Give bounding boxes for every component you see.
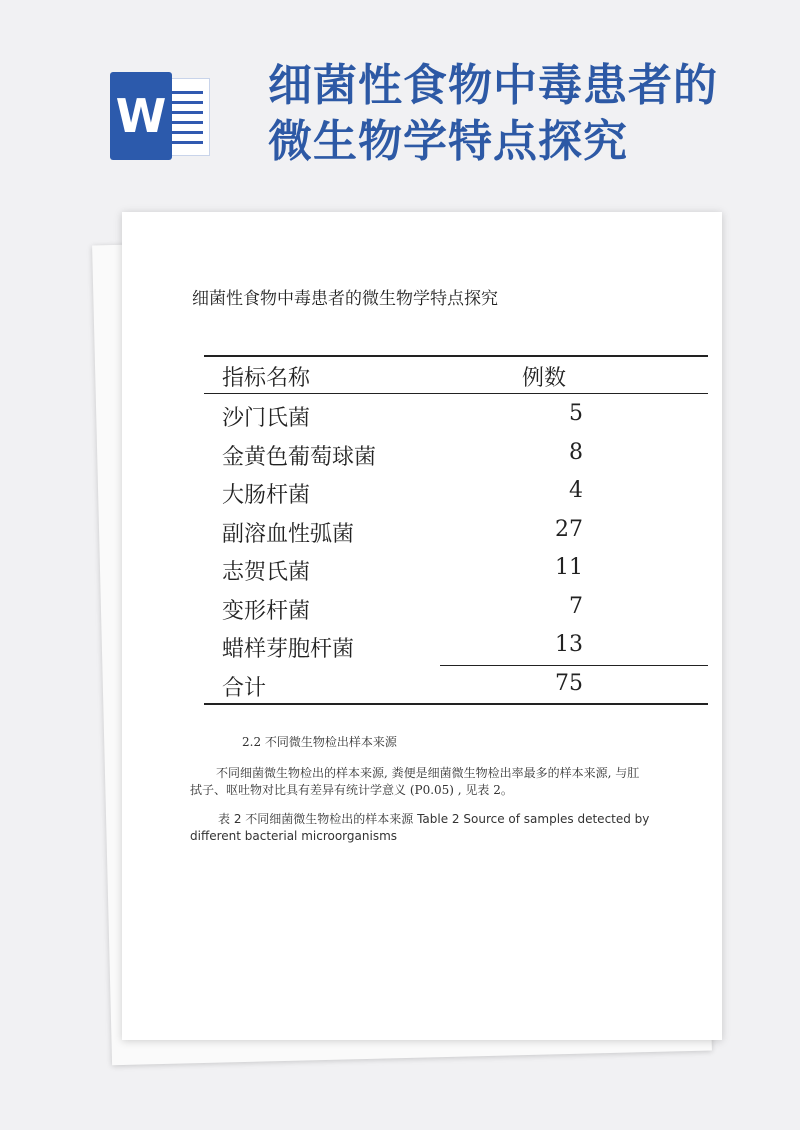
table-row-count: 5 (569, 401, 583, 426)
table-header-count: 例数 (521, 366, 566, 391)
banner-title-line1: 细菌性食物中毒患者的 (268, 60, 718, 111)
table-row-name: 大肠杆菌 (222, 483, 311, 508)
table-rule-total (440, 665, 708, 666)
section-heading: 2.2 不同微生物检出样本来源 (242, 735, 397, 749)
table-total-count: 75 (555, 670, 583, 696)
banner-title-line2: 微生物学特点探究 (268, 116, 628, 167)
table-row-name: 蜡样芽胞杆菌 (222, 637, 355, 662)
table-row-name: 志贺氏菌 (222, 560, 311, 585)
table-row-count: 8 (569, 439, 583, 465)
table-caption: 表 2 不同细菌微生物检出的样本来源 Table 2 Source of samples detected by different bacterial microorganisms (190, 812, 650, 843)
banner (0, 0, 800, 200)
table-row-count: 27 (555, 516, 583, 542)
word-icon-badge: W (110, 72, 172, 160)
table-row-count: 4 (569, 478, 583, 503)
table-rule-top (204, 355, 708, 357)
table-row-name: 副溶血性弧菌 (222, 521, 355, 547)
document-page (122, 212, 722, 1040)
word-document-icon (110, 72, 212, 160)
banner-title (268, 58, 738, 170)
document-title: 细菌性食物中毒患者的微生物学特点探究 (192, 289, 498, 309)
body-paragraph: 不同细菌微生物检出的样本来源, 粪便是细菌微生物检出率最多的样本来源, 与肛拭子、呕吐物对比具有差异有统计学意义 (P0.05) , 见表 2。 (190, 766, 640, 797)
table-row-name: 变形杆菌 (222, 598, 311, 624)
table-header-name: 指标名称 (222, 366, 311, 391)
table-row-name: 沙门氏菌 (222, 406, 311, 431)
table-total-name: 合计 (222, 675, 267, 701)
table-rule-header (204, 393, 708, 394)
table-row-count: 11 (555, 555, 583, 580)
table-row-count: 7 (569, 593, 583, 619)
table-rule-bottom (204, 703, 708, 705)
table-row-count: 13 (555, 632, 583, 657)
table-row-name: 金黄色葡萄球菌 (222, 444, 377, 470)
